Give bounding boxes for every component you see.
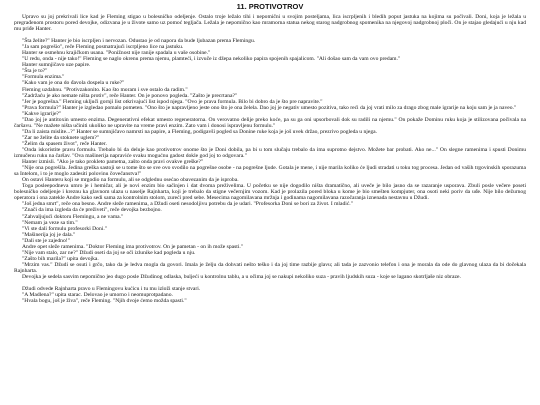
paragraph: Fleming uzdahnu. "Protivzakonito. Kao što moram i sve ostalo da radim." [22, 86, 188, 93]
paragraph: "Nije ona pogrešila. Jedina greška sastoji se u tome što se sve ovo svodilo na pogrešne osobe - na pogrešne ljude. Gotala je mene, i nije marila koliko će ljudi stradati u toku tog procesa. Jedan od vaših trgovinskih sporazuma sa Intelom, i to je moglo zadesiti polovinu čovečanstva!" [14, 165, 526, 178]
paragraph: "Zar ne želite da stoknete uglem?" [22, 134, 100, 141]
paragraph: "Nije vam stalo, zar ne?" Džudi oseti da joj se oči izlunike kad pogleda u nju. [22, 249, 196, 256]
chapter-body [14, 14, 526, 304]
paragraph: "Nemam ja veze sa tim." [22, 219, 78, 226]
paragraph: "Mašinerija joj je dala." [22, 231, 76, 238]
paragraph: "Vi ste dali formulu profesorki Doni." [22, 225, 108, 232]
paragraph: "Kakve igrarije?" [22, 110, 62, 117]
book-page [14, 2, 526, 403]
paragraph: "Želim da spasem život", reče Hanter. [22, 140, 107, 147]
paragraph: "Još jedna smrt", reče ona besno. Andre sleže ramenima, a Džudi oseti nesodoljivu potrebu da je udari. "Profesorka Doni se bori za život. I mladić." [22, 201, 353, 208]
paragraph: "Šta je to?" [22, 68, 48, 75]
paragraph: "Mrzim vas." Džudi se osuti i grčo, tako da je ledva mogla da govori. Imala je želju da dohvati nešto teško i da joj time razbije glavu; ali tada je zazvonio telefon i ona je morala da ode do glavnog ulaza da bi dočekala Rajnharta. [14, 261, 526, 274]
paragraph: Devojka je sedela sasvim nepomično jeo dugo posle Džudinog odlaska, buljeći u kontrolnu tablu, a u očima joj se nakupi nekoliko suza - pravih ljudskih suza - koje se lagano skotrljaše niz obraze. [22, 273, 461, 280]
paragraph: On ostavi Hanteru koji se mrgodio na formulu, ali se odglednu osećao obavezanim da je isproba. [22, 177, 239, 184]
paragraph: "Zahvaljujući doktoru Flemingu, a ne vama." [22, 213, 124, 220]
paragraph: "Šta želite?" Hanter je bio iscrpljen i nervozan. Odustao je od napora da bude ljubazan prema Flemingu. [22, 38, 256, 45]
paragraph: "Prava formula?" Hanter je izgledao pomalo pometen. "Ono što je napravljeno jeste ono što je ona želela. Dao joj je negativ umesto pozitiva, tako reći da joj vrati milo za drago zbog male igrarije na koju sam je ja naveo." [22, 104, 517, 111]
paragraph: "Formula enzima." [22, 74, 65, 81]
paragraph: "Hvala bogu, još je živa", reče Fleming. "Njih dvoje ćemo možda spasti." [22, 298, 187, 305]
paragraph: Hanter izmisli. "Ako je tako prokleto pametna, zašto onda pravi ovakve greške?" [22, 159, 204, 166]
paragraph: "Jer je pogrešna." Fleming uključi gornji list otkrivajući list ispod njega. "Ovo je prava formula. Bilo bi dobro da je što pre napravite." [22, 98, 323, 105]
paragraph: Toga posleepodneva umro je i hemičar, ali je novi enzim bio sačinjen i dat dvoma preživelima. U početku se nije dogodilo ništa dramatično, ali uveče je bilo jasno da se razaranje usporava. Zbuli posle večere poseti bolesničko odeljenje i kreznu ka glavnom ulazu u naselje Rajnharta, koji je trebalo da stigne večernjim vozom. Kad je prolazila pored bloka u kome je bio smešten kompjuter, ona osoti neki poriv da uđe. Nije bilo dežurnog operatora i ona zatekle Andre kako sedi sama za kontrolnim stolom, zureći pred sebe. Mesecima nagomilavana mržnja i godinama nagomilavana razočaranja iznenada nestavnu u Džudi. [14, 183, 526, 202]
paragraph: "Zašto bih marila?" upita devojka. [22, 255, 99, 262]
chapter-title: 11. PROTIVOTROV [236, 2, 304, 11]
paragraph: Andre opet sleže ramenima. "Doktor Fleming ima protivotrov. On je pametan - on ih može spasti." [22, 243, 244, 250]
paragraph: "Dao joj je antitoxin umesto enzima. Degenerativni efekat umesto regeneratorna. On verovatno delije preko koće, pa su ga oni upsorbovali dok su radili na njemu." On pokaže Dominu ruku koja je stilizovana počivala na čaršavu. "Ne mažete ništa učiniti ukoliko ne upravite na vreme pravi enzim. Zato vam i donosi ispravljenu formulu." [14, 116, 526, 129]
paragraph: "Kako vam je ona do đavola dospela u ruke?" [22, 80, 125, 87]
paragraph: "Da li zaista mislite...?" Hanter se sumnjičavo namrsti na papire, a Fleming, podigavši pogled sa Donine ruke koja je još uvek držao, prezrivo pogleda u njega. [22, 128, 378, 135]
paragraph: Hanter sumnjičavo uze papire. [22, 62, 91, 69]
paragraph: "U redu, onda - nije tako!" Fleming se naglo okrenu prema njemu, plamteći, i izvuče iz džepa nekoliko papira spojenih spajalicom. "Ali došao sam da vam ovo predam." [22, 56, 401, 63]
paragraph: "A Madlena?" upita starac. Delovao je umorno i neomuprotpadano. [22, 292, 173, 299]
paragraph: "Onda iskoristite pravu formulu. Trebalo bi da deluje kao protivotrov onome što je Doni dobila, pa bi u tom slučaju trebalo da ima suprotno dejstvo. Možete bar probati. Ako ne..." On slegne ramenima i spusti Donimu izmučenu ruku na čaršav. "Ova mašinerija napraviće svaku mogućnu gadost dokle god joj to odgovara." [14, 146, 526, 160]
paragraph: Džudi odvede Rajnharta pravo u Flemingovu kućicu i tu mu izloži stanje stvari. [22, 286, 201, 293]
paragraph: "Dali ste je zajedno!" [22, 237, 70, 244]
paragraph: Upravo su joj prekrivali lice kad je Fleming stigao u bolesničko odeljenje. Ostalo troje ležalo tihi i nepomični u svojim posteljama, lica iscrpljenih i bledih poput jastuka na kojima su počivali. Doni, koja je ležala u pregrađenom prostoru pored devojke, odizvana je u živote samo uz pomoć tegljača. Ležala je nepomično kao mramorna statua nekog starog nadgrobnog spomenika na njegovoj nadgrobnoj ploči. On je stajao gledajući u nju kad mu priđe Hanter. [14, 14, 526, 33]
paragraph: "Ja sam pogrešio", reče Fleming posmatrajući iscrpljeno lice na jastuku. [22, 44, 184, 51]
paragraph: "Znači da ima izgleda da će preživeti", reče devojka bezbojno. [22, 207, 162, 214]
paragraph: "Zadržaću je ako nemate ništa protiv", reče Hanter. On je ponovo pogleda. "Zašto je precrtana?" [22, 92, 238, 99]
paragraph: Hanter se osmehnu krajičkom usana. "Ponižnost nije ranije spadala u vaše osobine." [22, 50, 211, 57]
